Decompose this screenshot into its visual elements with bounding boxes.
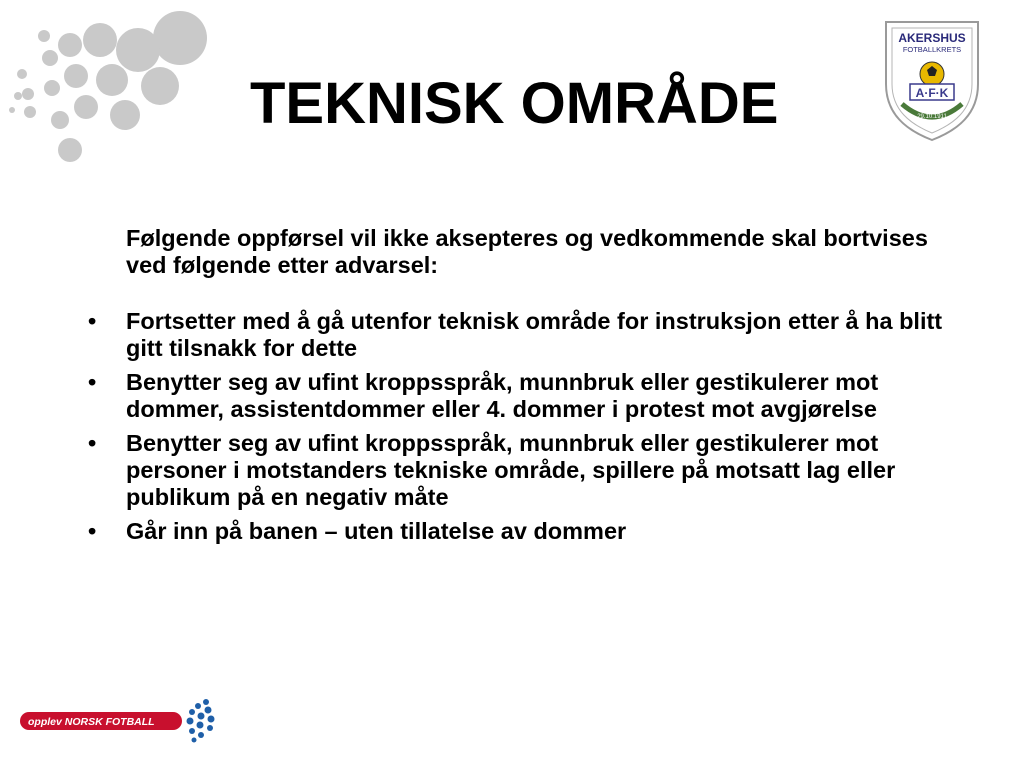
svg-text:FOTBALLKRETS: FOTBALLKRETS bbox=[902, 45, 962, 54]
list-item bbox=[88, 518, 948, 545]
svg-text:29.10.1911: 29.10.1911 bbox=[917, 114, 947, 120]
bullet-icon: • bbox=[88, 308, 97, 334]
akershus-fotballkrets-crest-logo bbox=[880, 18, 984, 144]
list-item bbox=[88, 369, 948, 423]
opplev-norsk-fotball-logo bbox=[18, 696, 218, 746]
list-item-text: Benytter seg av ufint kroppsspråk, munnbruk eller gestikulerer mot personer i motstanders tekniske område, spillere på motsatt lag eller publikum på en negativ måte bbox=[126, 430, 896, 510]
bullet-icon: • bbox=[88, 518, 97, 544]
list-item bbox=[88, 430, 948, 511]
svg-text:opplev NORSK FOTBALL: opplev NORSK FOTBALL bbox=[28, 716, 155, 728]
intro-paragraph: Følgende oppførsel vil ikke aksepteres og vedkommende skal bortvises ved følgende etter advarsel: bbox=[126, 225, 928, 278]
list-item-text: Fortsetter med å gå utenfor teknisk område for instruksjon etter å ha blitt gitt tilsnakk for dette bbox=[126, 308, 943, 361]
slide-title: TEKNISK OMRÅDE bbox=[250, 71, 779, 136]
slide-body bbox=[88, 225, 948, 552]
bullet-icon: • bbox=[88, 430, 97, 456]
list-item bbox=[88, 308, 948, 362]
svg-text:A·F·K: A·F·K bbox=[915, 86, 949, 100]
bullet-icon: • bbox=[88, 369, 97, 395]
bullet-list bbox=[88, 308, 948, 545]
decorative-dots bbox=[0, 0, 220, 180]
list-item-text: Benytter seg av ufint kroppsspråk, munnbruk eller gestikulerer mot dommer, assistentdommer eller 4. dommer i protest mot avgjørelse bbox=[126, 369, 879, 422]
svg-text:AKERSHUS: AKERSHUS bbox=[898, 31, 966, 45]
list-item-text: Går inn på banen – uten tillatelse av dommer bbox=[126, 518, 627, 544]
